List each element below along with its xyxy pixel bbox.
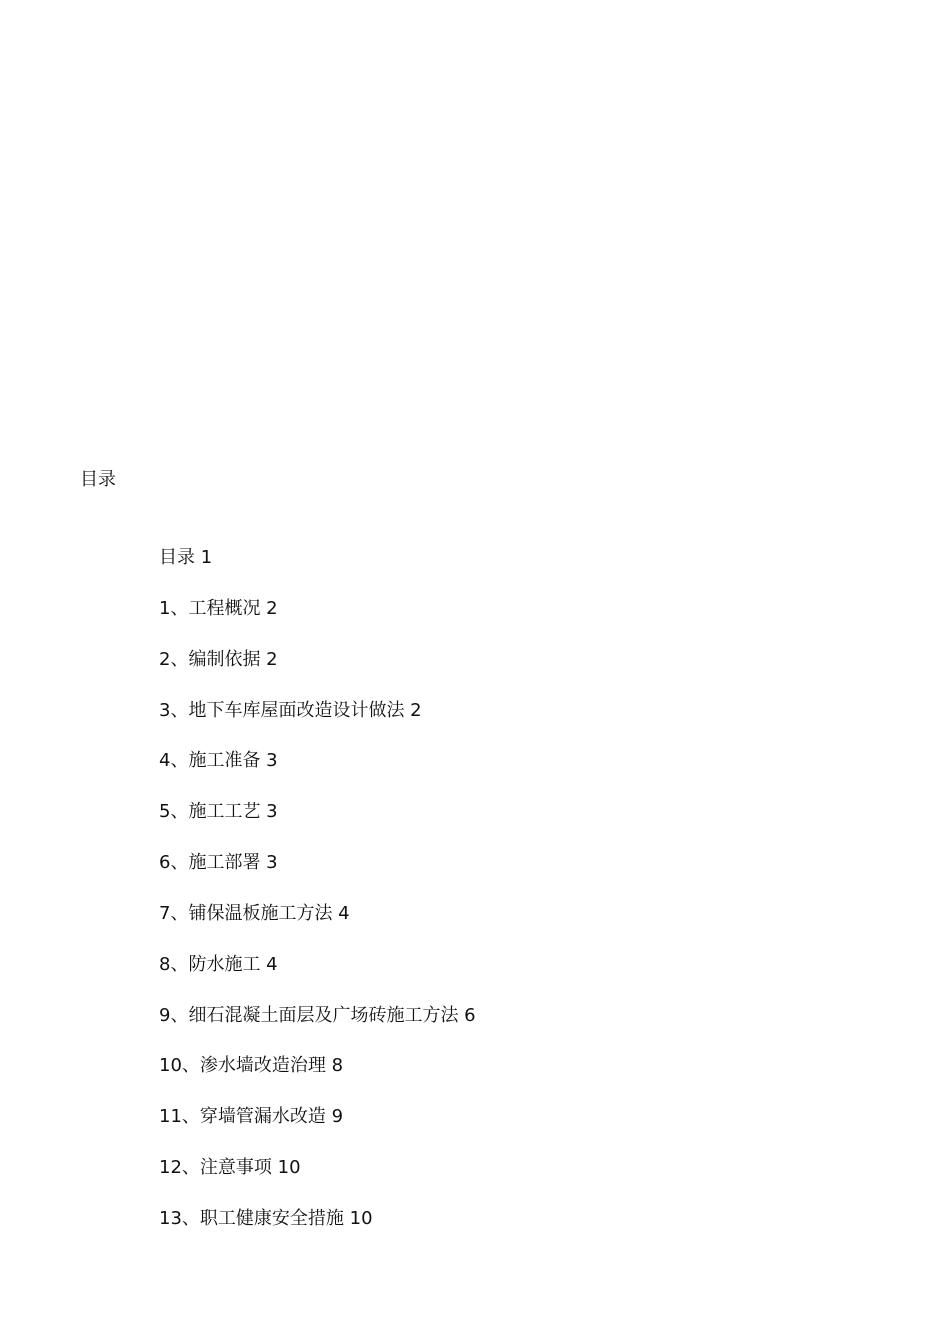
toc-item-wall-pipe-leak[interactable]: 11、穿墙管漏水改造 9	[159, 1106, 344, 1128]
toc-item-waterproofing[interactable]: 8、防水施工 4	[159, 953, 278, 975]
toc-item-basis[interactable]: 2、编制依据 2	[159, 648, 278, 670]
toc-item-project-overview[interactable]: 1、工程概况 2	[159, 597, 278, 619]
toc-item-insulation-board[interactable]: 7、铺保温板施工方法 4	[159, 902, 350, 924]
toc-item-concrete-surface[interactable]: 9、细石混凝土面层及广场砖施工方法 6	[159, 1004, 476, 1026]
toc-item-notes[interactable]: 12、注意事项 10	[159, 1157, 301, 1179]
toc-item-process[interactable]: 5、施工工艺 3	[159, 801, 278, 823]
toc-item-safety-measures[interactable]: 13、职工健康安全措施 10	[159, 1207, 373, 1229]
toc-item-seepage-wall[interactable]: 10、渗水墙改造治理 8	[159, 1055, 344, 1077]
toc-item-deployment[interactable]: 6、施工部署 3	[159, 852, 278, 874]
toc-item-contents[interactable]: 目录 1	[159, 547, 213, 568]
toc-item-roof-design[interactable]: 3、地下车库屋面改造设计做法 2	[159, 699, 422, 721]
toc-item-preparation[interactable]: 4、施工准备 3	[159, 750, 278, 772]
toc-heading: 目录	[80, 469, 116, 490]
toc-list	[159, 545, 476, 1257]
